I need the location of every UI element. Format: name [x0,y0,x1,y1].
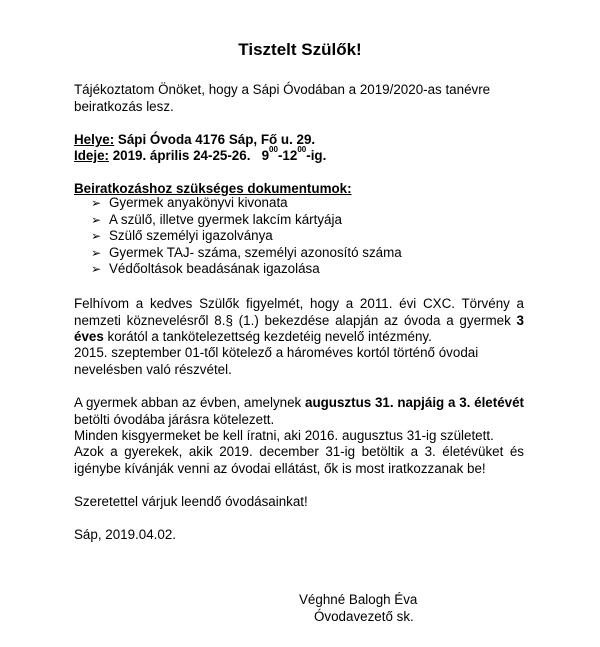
time-end-hour: 12 [282,148,298,163]
optional-enroll-paragraph: Azok a gyerekek, akik 2019. december 31-ig betöltik a 3. életévüket és igénybe kívánják venni az óvodai ellátást, ők is most iratkozzanak be! [74,444,524,476]
list-item-text: Gyermek TAJ- száma, személyi azonosító száma [109,244,402,260]
time-end-min: 00 [297,145,307,154]
law-text-end: korától a tankötelezettség kezdetéig nevelő intézmény. [103,329,432,344]
list-item-text: Szülő személyi igazolványa [109,228,273,243]
age-paragraph [74,395,524,428]
arrow-bullet-icon: ➢ [91,262,102,276]
arrow-bullet-icon: ➢ [91,245,102,260]
list-item [91,228,402,245]
signature-name: Véghné Balogh Éva [299,592,418,607]
time-label: Ideje: [74,148,109,163]
time-start-hour: 9 [261,148,270,163]
time-start-min: 00 [269,145,278,154]
list-item-text: A szülő, illetve gyermek lakcím kártyája [109,211,342,227]
signature-role: Óvodavezető sk. [314,608,414,624]
page-title: Tisztelt Szülők! [238,40,362,59]
age-text-end: betölti óvodába járásra kötelezett. [74,411,275,427]
enroll-line: Minden kisgyermeket be kell íratni, aki 2016. augusztus 31-ig született. [74,428,494,443]
age-bold: augusztus 31. napjáig a 3. életévét [305,395,524,410]
mandatory-paragraph: 2015. szeptember 01-től kötelező a hároméves kortól történő óvodai nevelésben való részvétel. [74,345,479,377]
arrow-bullet-icon: ➢ [91,196,102,210]
list-item [91,195,402,212]
list-item [91,261,402,278]
list-item-text: Gyermek anyakönyvi kivonata [109,195,288,210]
intro-paragraph: Tájékoztatom Önöket, hogy a Sápi Óvodában a 2019/2020-as tanévre beiratkozás lesz. [74,82,491,114]
place-label: Helye: [74,132,115,147]
list-item [91,212,402,229]
arrow-bullet-icon: ➢ [91,229,102,243]
date-line: Sáp, 2019.04.02. [74,527,177,542]
time-suffix: -ig. [306,148,327,163]
age-text: A gyermek abban az évben, amelynek [74,395,305,410]
closing-line: Szeretettel várjuk leendő óvodásainkat! [74,494,308,509]
docs-list [91,195,402,278]
list-item-text: Védőoltások beadásának igazolása [109,261,320,276]
time-line [74,145,524,165]
docs-heading-text: Beiratkozáshoz szükséges dokumentumok: [74,181,352,196]
time-date: 2019. április 24-25-26. [108,148,262,163]
place-value: Sápi Óvoda 4176 Sáp, Fő u. 29. [114,132,316,147]
law-text: Felhívom a kedves Szülők figyelmét, hogy a 2011. évi CXC. Törvény a nemzeti köznevelésről 8.§ (1.) bekezdése alapján az óvoda a gyermek [74,296,524,328]
arrow-bullet-icon: ➢ [91,212,102,227]
signature-block [299,592,417,625]
time-dash: - [277,148,283,163]
law-bold: 3 éves [74,312,524,344]
list-item [91,245,402,262]
law-paragraph [74,296,524,346]
